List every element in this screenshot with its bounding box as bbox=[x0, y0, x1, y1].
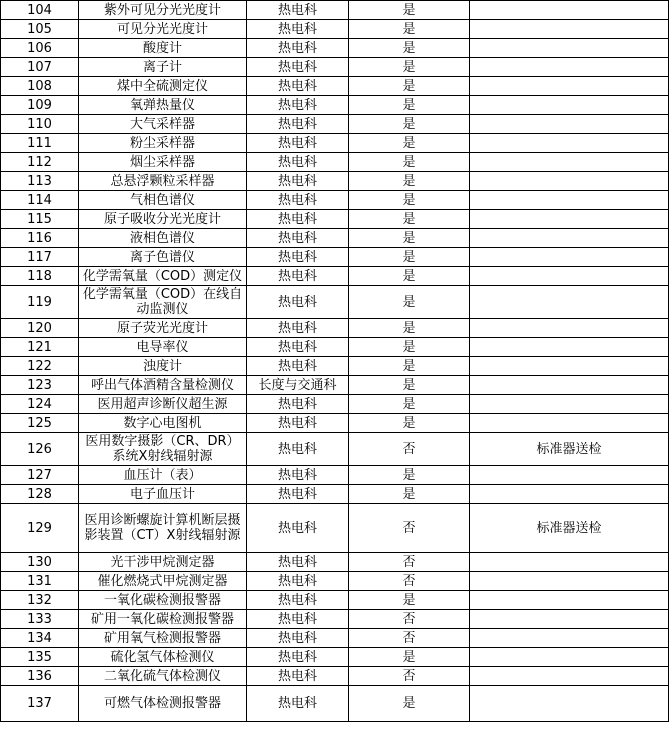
status-flag: 否 bbox=[349, 667, 470, 686]
remark bbox=[470, 96, 669, 115]
table-row bbox=[1, 172, 669, 191]
table-row bbox=[1, 572, 669, 591]
row-number: 111 bbox=[1, 134, 79, 153]
row-number: 118 bbox=[1, 267, 79, 286]
instrument-name: 电子血压计 bbox=[79, 485, 247, 504]
remark bbox=[470, 610, 669, 629]
table-row bbox=[1, 338, 669, 357]
department: 热电科 bbox=[247, 610, 349, 629]
department: 热电科 bbox=[247, 629, 349, 648]
row-number: 119 bbox=[1, 286, 79, 319]
department: 热电科 bbox=[247, 191, 349, 210]
remark: 标准器送检 bbox=[470, 433, 669, 466]
instrument-name: 二氧化硫气体检测仪 bbox=[79, 667, 247, 686]
table-row bbox=[1, 686, 669, 722]
remark bbox=[470, 77, 669, 96]
row-number: 136 bbox=[1, 667, 79, 686]
table-row bbox=[1, 229, 669, 248]
instrument-name: 氧弹热量仪 bbox=[79, 96, 247, 115]
status-flag: 否 bbox=[349, 553, 470, 572]
department: 热电科 bbox=[247, 319, 349, 338]
table-row bbox=[1, 191, 669, 210]
status-flag: 是 bbox=[349, 248, 470, 267]
row-number: 107 bbox=[1, 58, 79, 77]
row-number: 135 bbox=[1, 648, 79, 667]
instrument-name: 原子吸收分光光度计 bbox=[79, 210, 247, 229]
instrument-name: 粉尘采样器 bbox=[79, 134, 247, 153]
instrument-name: 一氧化碳检测报警器 bbox=[79, 591, 247, 610]
remark bbox=[470, 267, 669, 286]
remark bbox=[470, 191, 669, 210]
remark bbox=[470, 319, 669, 338]
department: 长度与交通科 bbox=[247, 376, 349, 395]
instrument-name: 紫外可见分光光度计 bbox=[79, 1, 247, 20]
row-number: 126 bbox=[1, 433, 79, 466]
remark bbox=[470, 667, 669, 686]
instrument-name: 液相色谱仪 bbox=[79, 229, 247, 248]
instrument-name: 矿用氧气检测报警器 bbox=[79, 629, 247, 648]
row-number: 106 bbox=[1, 39, 79, 58]
row-number: 113 bbox=[1, 172, 79, 191]
remark bbox=[470, 210, 669, 229]
row-number: 108 bbox=[1, 77, 79, 96]
instrument-name: 呼出气体酒精含量检测仪 bbox=[79, 376, 247, 395]
row-number: 132 bbox=[1, 591, 79, 610]
department: 热电科 bbox=[247, 504, 349, 553]
status-flag: 是 bbox=[349, 58, 470, 77]
row-number: 133 bbox=[1, 610, 79, 629]
table-row bbox=[1, 433, 669, 466]
row-number: 122 bbox=[1, 357, 79, 376]
department: 热电科 bbox=[247, 39, 349, 58]
department: 热电科 bbox=[247, 58, 349, 77]
status-flag: 否 bbox=[349, 504, 470, 553]
row-number: 117 bbox=[1, 248, 79, 267]
row-number: 124 bbox=[1, 395, 79, 414]
instrument-name: 气相色谱仪 bbox=[79, 191, 247, 210]
instrument-name: 大气采样器 bbox=[79, 115, 247, 134]
row-number: 125 bbox=[1, 414, 79, 433]
instrument-name: 总悬浮颗粒采样器 bbox=[79, 172, 247, 191]
row-number: 121 bbox=[1, 338, 79, 357]
row-number: 114 bbox=[1, 191, 79, 210]
table-row bbox=[1, 357, 669, 376]
row-number: 105 bbox=[1, 20, 79, 39]
remark bbox=[470, 20, 669, 39]
remark bbox=[470, 591, 669, 610]
table-row bbox=[1, 319, 669, 338]
instrument-name: 离子色谱仪 bbox=[79, 248, 247, 267]
table-row bbox=[1, 1, 669, 20]
instrument-name: 硫化氢气体检测仪 bbox=[79, 648, 247, 667]
table-row bbox=[1, 376, 669, 395]
department: 热电科 bbox=[247, 115, 349, 134]
remark bbox=[470, 229, 669, 248]
instrument-name: 血压计（表） bbox=[79, 466, 247, 485]
status-flag: 是 bbox=[349, 172, 470, 191]
remark bbox=[470, 58, 669, 77]
status-flag: 是 bbox=[349, 96, 470, 115]
instrument-name: 催化燃烧式甲烷测定器 bbox=[79, 572, 247, 591]
remark bbox=[470, 572, 669, 591]
row-number: 137 bbox=[1, 686, 79, 722]
department: 热电科 bbox=[247, 134, 349, 153]
department: 热电科 bbox=[247, 286, 349, 319]
instrument-name: 化学需氧量（COD）在线自动监测仪 bbox=[79, 286, 247, 319]
row-number: 115 bbox=[1, 210, 79, 229]
department: 热电科 bbox=[247, 414, 349, 433]
instrument-name: 酸度计 bbox=[79, 39, 247, 58]
row-number: 116 bbox=[1, 229, 79, 248]
status-flag: 是 bbox=[349, 134, 470, 153]
row-number: 134 bbox=[1, 629, 79, 648]
remark bbox=[470, 153, 669, 172]
table-row bbox=[1, 20, 669, 39]
status-flag: 是 bbox=[349, 376, 470, 395]
remark bbox=[470, 395, 669, 414]
remark bbox=[470, 686, 669, 722]
status-flag: 是 bbox=[349, 648, 470, 667]
table-row bbox=[1, 610, 669, 629]
row-number: 112 bbox=[1, 153, 79, 172]
status-flag: 是 bbox=[349, 395, 470, 414]
table-row bbox=[1, 414, 669, 433]
status-flag: 是 bbox=[349, 485, 470, 504]
instrument-name: 医用超声诊断仪超生源 bbox=[79, 395, 247, 414]
table-row bbox=[1, 648, 669, 667]
remark bbox=[470, 172, 669, 191]
department: 热电科 bbox=[247, 591, 349, 610]
row-number: 128 bbox=[1, 485, 79, 504]
row-number: 120 bbox=[1, 319, 79, 338]
status-flag: 是 bbox=[349, 338, 470, 357]
status-flag: 是 bbox=[349, 357, 470, 376]
remark bbox=[470, 1, 669, 20]
remark bbox=[470, 629, 669, 648]
instrument-name: 原子荧光光度计 bbox=[79, 319, 247, 338]
instrument-name: 医用数字摄影（CR、DR）系统X射线辐射源 bbox=[79, 433, 247, 466]
table-row bbox=[1, 153, 669, 172]
remark bbox=[470, 286, 669, 319]
status-flag: 是 bbox=[349, 267, 470, 286]
status-flag: 是 bbox=[349, 591, 470, 610]
department: 热电科 bbox=[247, 77, 349, 96]
table-row bbox=[1, 395, 669, 414]
status-flag: 是 bbox=[349, 153, 470, 172]
row-number: 110 bbox=[1, 115, 79, 134]
instrument-name: 烟尘采样器 bbox=[79, 153, 247, 172]
department: 热电科 bbox=[247, 485, 349, 504]
department: 热电科 bbox=[247, 433, 349, 466]
table-row bbox=[1, 629, 669, 648]
instrument-name: 医用诊断螺旋计算机断层摄影装置（CT）X射线辐射源 bbox=[79, 504, 247, 553]
department: 热电科 bbox=[247, 20, 349, 39]
department: 热电科 bbox=[247, 572, 349, 591]
status-flag: 是 bbox=[349, 686, 470, 722]
department: 热电科 bbox=[247, 648, 349, 667]
row-number: 127 bbox=[1, 466, 79, 485]
department: 热电科 bbox=[247, 357, 349, 376]
status-flag: 否 bbox=[349, 610, 470, 629]
instrument-name: 光干涉甲烷测定器 bbox=[79, 553, 247, 572]
department: 热电科 bbox=[247, 267, 349, 286]
department: 热电科 bbox=[247, 338, 349, 357]
row-number: 123 bbox=[1, 376, 79, 395]
table-row bbox=[1, 248, 669, 267]
row-number: 129 bbox=[1, 504, 79, 553]
table-row bbox=[1, 485, 669, 504]
instrument-name: 离子计 bbox=[79, 58, 247, 77]
table-row bbox=[1, 77, 669, 96]
department: 热电科 bbox=[247, 667, 349, 686]
department: 热电科 bbox=[247, 210, 349, 229]
remark bbox=[470, 248, 669, 267]
department: 热电科 bbox=[247, 686, 349, 722]
remark bbox=[470, 414, 669, 433]
department: 热电科 bbox=[247, 395, 349, 414]
row-number: 130 bbox=[1, 553, 79, 572]
instrument-name: 可燃气体检测报警器 bbox=[79, 686, 247, 722]
status-flag: 是 bbox=[349, 319, 470, 338]
instrument-name: 矿用一氧化碳检测报警器 bbox=[79, 610, 247, 629]
remark bbox=[470, 357, 669, 376]
remark bbox=[470, 338, 669, 357]
remark bbox=[470, 485, 669, 504]
remark bbox=[470, 134, 669, 153]
status-flag: 是 bbox=[349, 77, 470, 96]
instrument-name: 浊度计 bbox=[79, 357, 247, 376]
status-flag: 是 bbox=[349, 20, 470, 39]
instrument-name: 数字心电图机 bbox=[79, 414, 247, 433]
status-flag: 否 bbox=[349, 629, 470, 648]
status-flag: 是 bbox=[349, 414, 470, 433]
table-row bbox=[1, 115, 669, 134]
instrument-name: 化学需氧量（COD）测定仪 bbox=[79, 267, 247, 286]
table-row bbox=[1, 553, 669, 572]
department: 热电科 bbox=[247, 96, 349, 115]
table-row bbox=[1, 96, 669, 115]
department: 热电科 bbox=[247, 172, 349, 191]
status-flag: 是 bbox=[349, 229, 470, 248]
row-number: 104 bbox=[1, 1, 79, 20]
table-row bbox=[1, 504, 669, 553]
status-flag: 是 bbox=[349, 39, 470, 58]
status-flag: 是 bbox=[349, 1, 470, 20]
instrument-name: 煤中全硫测定仪 bbox=[79, 77, 247, 96]
department: 热电科 bbox=[247, 1, 349, 20]
table-row bbox=[1, 286, 669, 319]
row-number: 109 bbox=[1, 96, 79, 115]
table-row bbox=[1, 267, 669, 286]
department: 热电科 bbox=[247, 248, 349, 267]
instrument-name: 可见分光光度计 bbox=[79, 20, 247, 39]
remark: 标准器送检 bbox=[470, 504, 669, 553]
status-flag: 是 bbox=[349, 191, 470, 210]
remark bbox=[470, 553, 669, 572]
instrument-name: 电导率仪 bbox=[79, 338, 247, 357]
department: 热电科 bbox=[247, 466, 349, 485]
status-flag: 是 bbox=[349, 286, 470, 319]
table-row bbox=[1, 466, 669, 485]
table-row bbox=[1, 591, 669, 610]
department: 热电科 bbox=[247, 553, 349, 572]
remark bbox=[470, 115, 669, 134]
table-row bbox=[1, 58, 669, 77]
status-flag: 是 bbox=[349, 210, 470, 229]
department: 热电科 bbox=[247, 153, 349, 172]
table-row bbox=[1, 667, 669, 686]
status-flag: 是 bbox=[349, 466, 470, 485]
remark bbox=[470, 376, 669, 395]
table-row bbox=[1, 39, 669, 58]
status-flag: 否 bbox=[349, 433, 470, 466]
remark bbox=[470, 648, 669, 667]
status-flag: 是 bbox=[349, 115, 470, 134]
table-row bbox=[1, 134, 669, 153]
status-flag: 否 bbox=[349, 572, 470, 591]
remark bbox=[470, 39, 669, 58]
row-number: 131 bbox=[1, 572, 79, 591]
table-row bbox=[1, 210, 669, 229]
remark bbox=[470, 466, 669, 485]
department: 热电科 bbox=[247, 229, 349, 248]
